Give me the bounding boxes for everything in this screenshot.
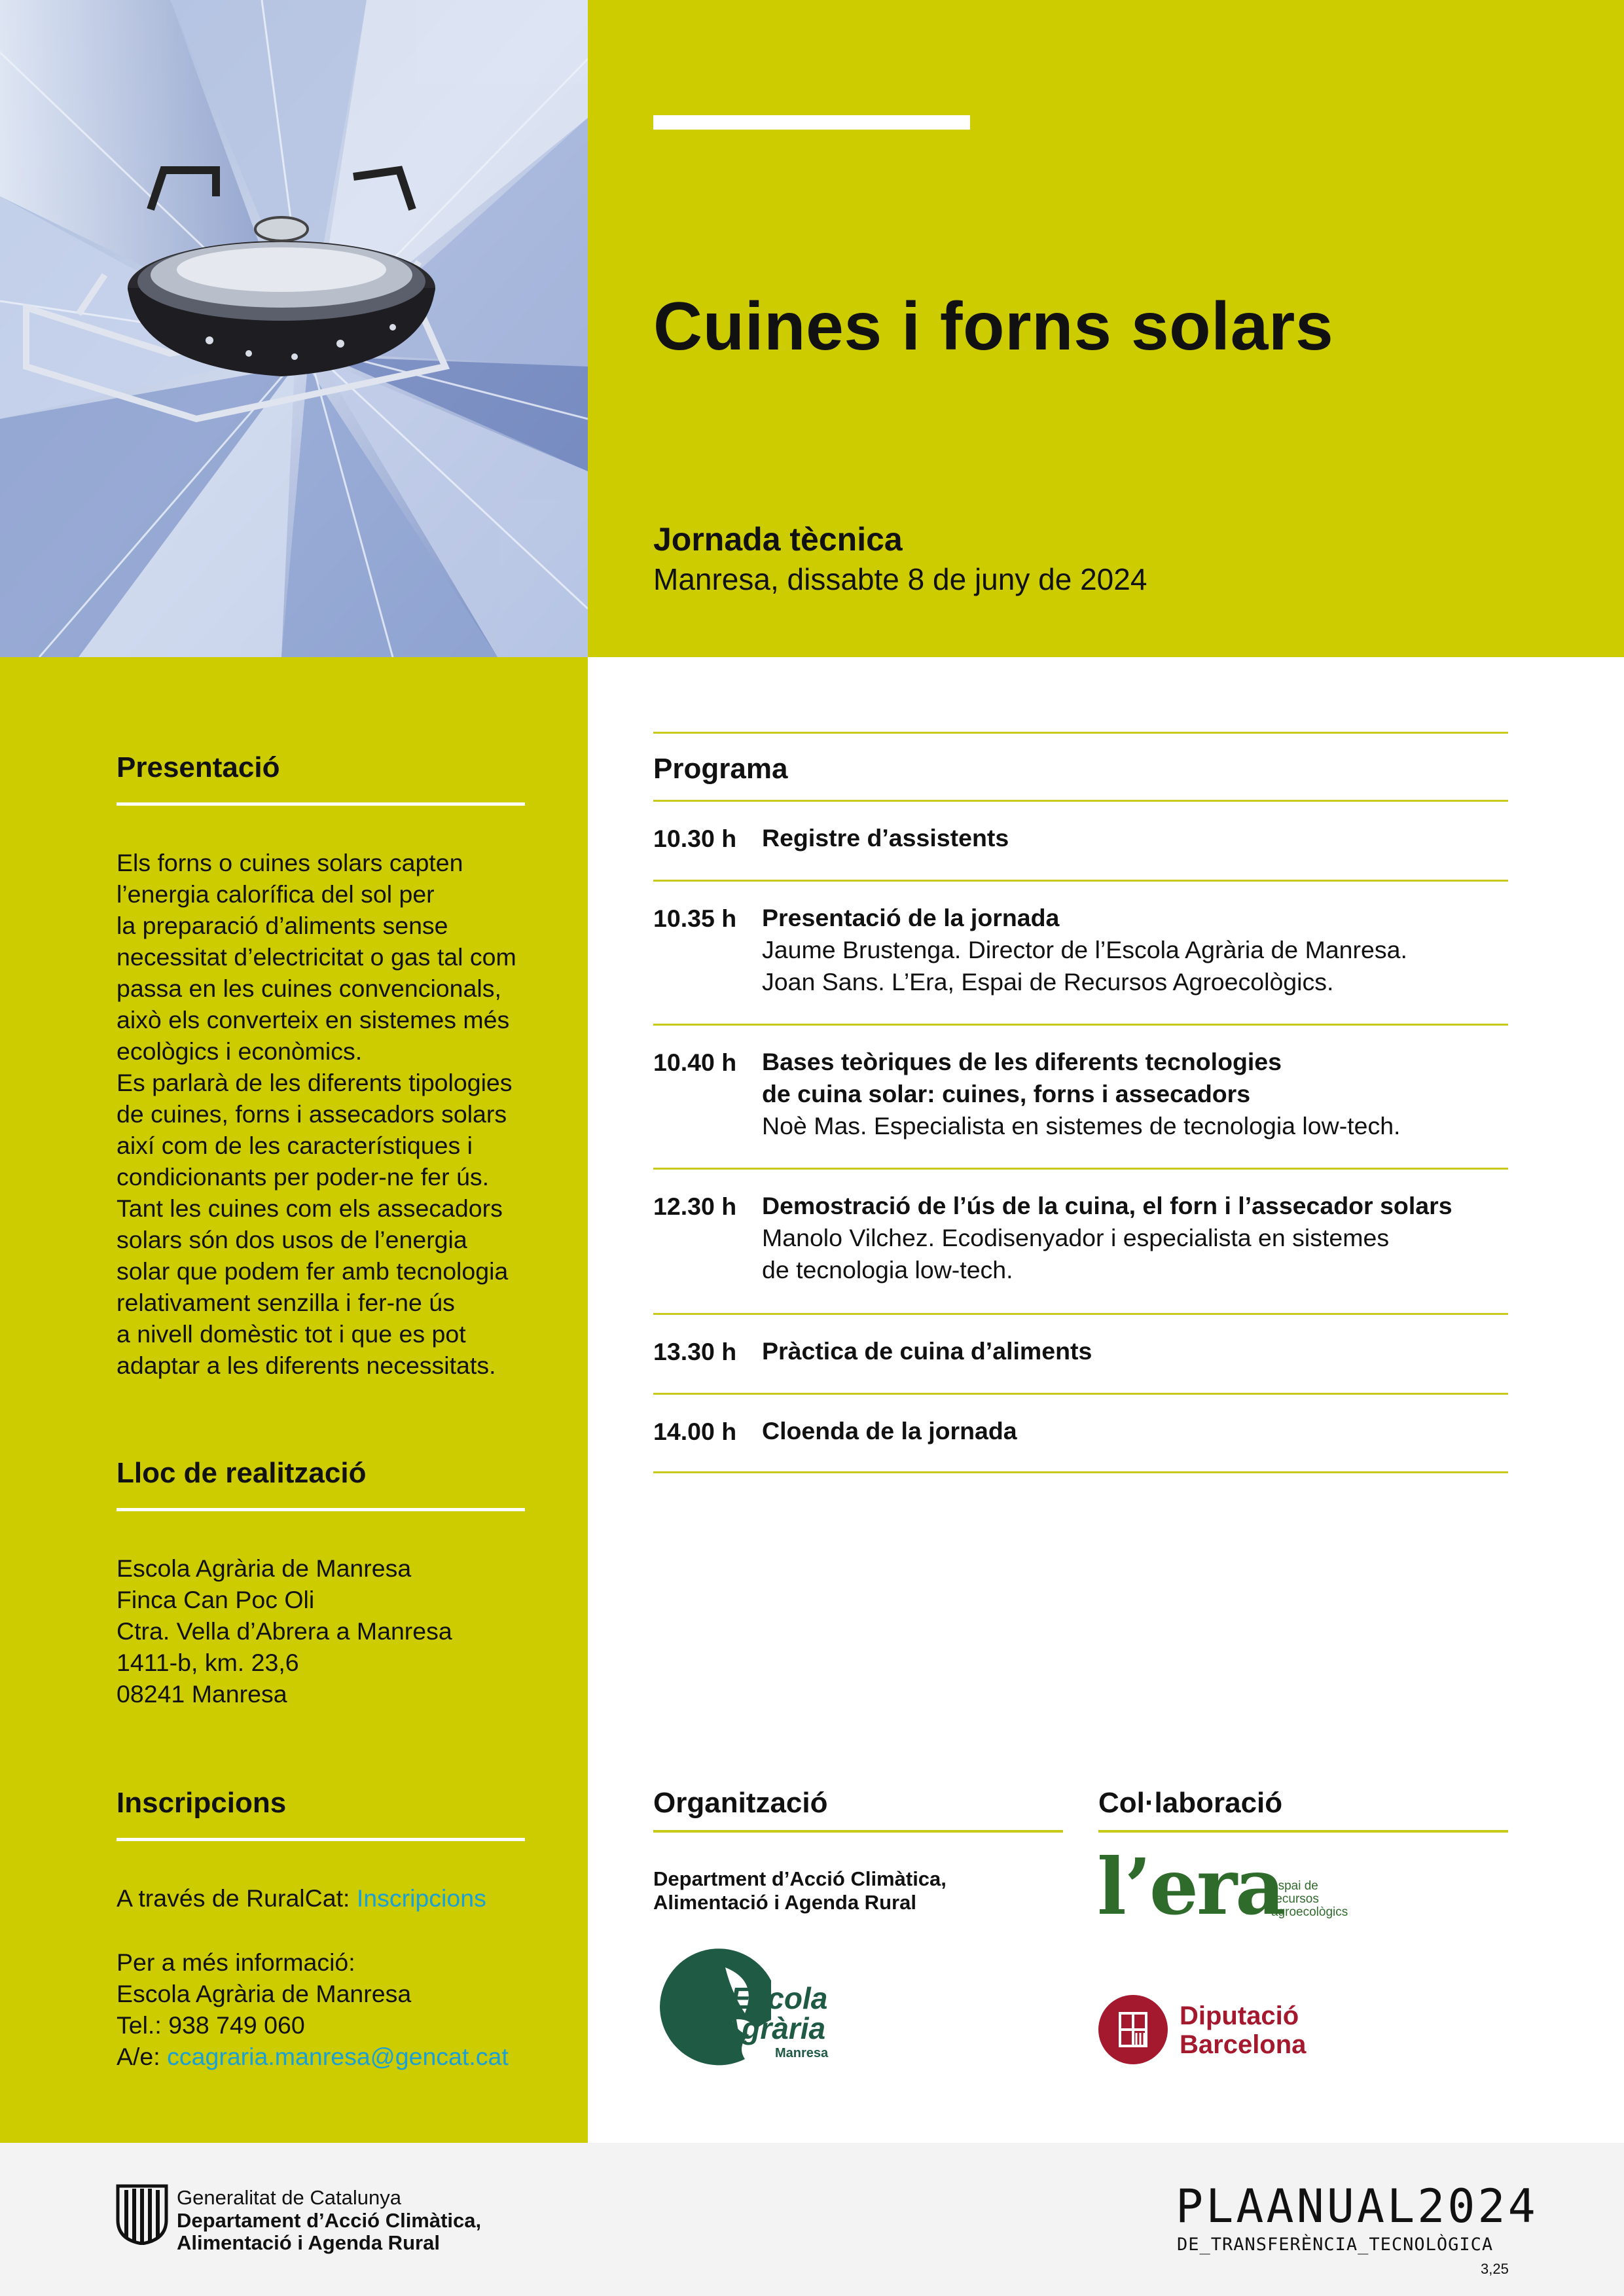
programa-rule	[653, 800, 1508, 802]
inscripcions-via	[117, 1882, 535, 1914]
era-tagline: espai de recursos agroecològics	[1271, 1879, 1348, 1919]
inscripcions-heading: Inscripcions	[117, 1787, 287, 1819]
info-label: Per a més informació:	[117, 1948, 355, 1976]
programa-item-time: 13.30 h	[653, 1338, 737, 1365]
programa-item-desc: Noè Mas. Especialista en sistemes de tecnologia low-tech.	[762, 1112, 1401, 1139]
inscripcions-link[interactable]: Inscripcions	[356, 1884, 486, 1912]
inscripcions-via-text: A través de RuralCat:	[117, 1884, 357, 1912]
lloc-heading: Lloc de realització	[117, 1457, 367, 1489]
programa-divider	[653, 1168, 1508, 1170]
programa-divider	[653, 1393, 1508, 1395]
organitzacio-dept: Department d’Acció Climàtica, Alimentació i Agenda Rural	[653, 1867, 947, 1914]
escola-logo-line2: Agrària	[720, 2011, 826, 2045]
collaboracio-heading: Col·laboració	[1098, 1787, 1283, 1819]
programa-item-time: 10.40 h	[653, 1049, 737, 1076]
event-subtitle: Jornada tècnica	[653, 521, 903, 558]
solar-cooker-illustration	[0, 0, 588, 657]
generalitat-name: Generalitat de Catalunya	[177, 2186, 401, 2209]
generalitat-dept: Departament d’Acció Climàtica, Alimentació i Agenda Rural	[177, 2209, 482, 2254]
organitzacio-heading: Organització	[653, 1787, 828, 1819]
lloc-rule	[117, 1508, 525, 1511]
title-accent-bar	[653, 115, 970, 130]
escola-logo-line1: Escola	[731, 1981, 828, 2015]
header-photo-solar-cooker	[0, 0, 588, 657]
programa-item-title: Pràctica de cuina d’aliments	[762, 1337, 1092, 1365]
pla-anual-title: PLAANUAL2024	[1176, 2179, 1538, 2233]
programa-item-desc: Manolo Vilchez. Ecodisenyador i especialista en sistemes de tecnologia low-tech.	[762, 1224, 1390, 1283]
pla-anual-subtitle: DE_TRANSFERÈNCIA_TECNOLÒGICA	[1177, 2234, 1494, 2255]
left-sidebar	[0, 657, 588, 2143]
email-link[interactable]: ccagraria.manresa@gencat.cat	[167, 2043, 509, 2070]
programa-item-title: Presentació de la jornada	[762, 904, 1060, 931]
escola-agraria-logo	[653, 1941, 850, 2066]
programa-item-title: Registre d’assistents	[762, 824, 1009, 852]
programa-divider	[653, 1024, 1508, 1026]
collaboracio-rule	[1098, 1830, 1508, 1833]
programa-bottom-rule	[653, 1471, 1508, 1473]
page-code: 3,25	[1481, 2261, 1509, 2277]
diputacio-line2: Barcelona	[1180, 2030, 1307, 2059]
diputacio-seal-icon	[1098, 1995, 1168, 2064]
presentacio-rule	[117, 802, 525, 806]
info-email-line	[117, 2041, 535, 2072]
escola-logo-line3: Manresa	[775, 2046, 829, 2060]
email-label: A/e:	[117, 2043, 168, 2070]
info-tel: Tel.: 938 749 060	[117, 2011, 305, 2039]
generalitat-emblem-icon	[115, 2183, 169, 2245]
programa-top-rule	[653, 732, 1508, 734]
info-name: Escola Agrària de Manresa	[117, 1980, 412, 2007]
lloc-body: Escola Agrària de Manresa Finca Can Poc Oli Ctra. Vella d’Abrera a Manresa 1411-b, km. 23,6 08241 Manresa	[117, 1554, 452, 1708]
programa-item-time: 12.30 h	[653, 1193, 737, 1220]
inscripcions-rule	[117, 1838, 525, 1841]
programa-item-title: Cloenda de la jornada	[762, 1417, 1017, 1444]
programa-item-time: 14.00 h	[653, 1418, 737, 1445]
era-logo: l’era	[1097, 1841, 1284, 1932]
programa-item-time: 10.30 h	[653, 825, 737, 852]
programa-divider	[653, 1313, 1508, 1315]
programa-divider	[653, 880, 1508, 882]
programa-item-desc: Jaume Brustenga. Director de l’Escola Agrària de Manresa. Joan Sans. L’Era, Espai de Recursos Agroecològics.	[762, 936, 1407, 996]
organitzacio-rule	[653, 1830, 1063, 1833]
event-date-location: Manresa, dissabte 8 de juny de 2024	[653, 562, 1147, 596]
programa-item-time: 10.35 h	[653, 905, 737, 932]
diputacio-line1: Diputació	[1180, 2001, 1299, 2030]
presentacio-heading: Presentació	[117, 751, 280, 783]
page-title: Cuines i forns solars	[653, 289, 1334, 365]
programa-item-title: Bases teòriques de les diferents tecnologies de cuina solar: cuines, forns i assecadors	[762, 1048, 1282, 1107]
programa-item-title: Demostració de l’ús de la cuina, el forn i l’assecador solars	[762, 1192, 1453, 1219]
presentacio-body: Els forns o cuines solars capten l’energia calorífica del sol per la preparació d’aliments sense necessitat d’electricitat o gas tal com passa en les cuines convencionals, això els converteix en sistemes més ecològics i econòmics. Es parlarà de les diferents tipologies de cuines, forns i assecadors solars així com de les característiques i condicionants per poder-ne fer ús. Tant les cuines com els assecadors solars són dos usos de l’energia solar que podem fer amb tecnologia relativament senzilla i fer-ne ús a nivell domèstic tot i que es pot adaptar a les diferents necessitats.	[117, 849, 516, 1379]
programa-heading: Programa	[653, 753, 788, 785]
